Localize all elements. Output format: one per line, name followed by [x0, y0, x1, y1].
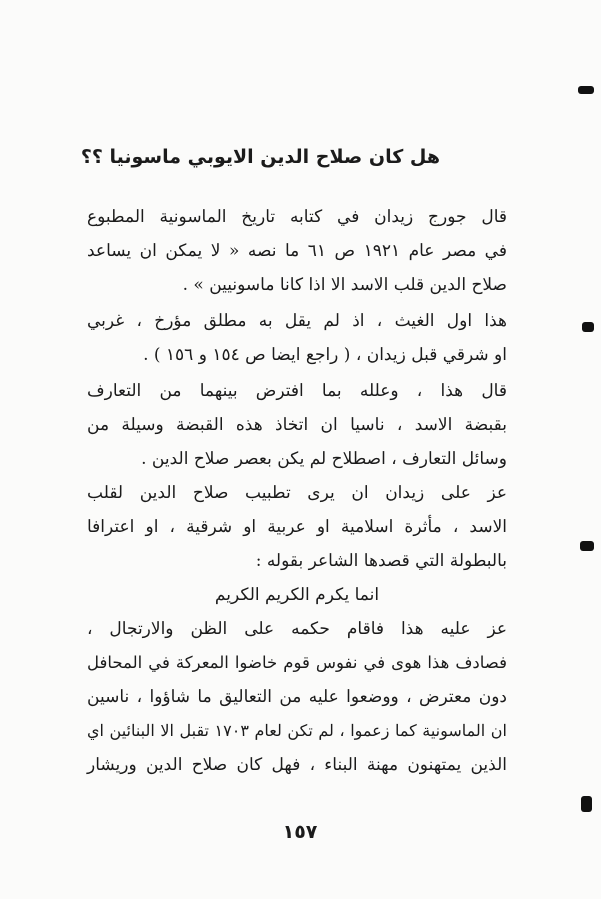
text-line: او شرقي قبل زيدان ، ( راجع ايضا ص ١٥٤ و ١٥٦ ) .: [143, 345, 507, 365]
text-line: الاسد ، مأثرة اسلامية او عربية او شرقية ، او اعترافا: [87, 517, 507, 537]
text-line: هذا اول الغيث ، اذ لم يقل به مطلق مؤرخ ، غربي: [87, 311, 507, 331]
text-line: فصادف هذا هوى في نفوس قوم خاضوا المعركة في المحافل: [87, 653, 507, 672]
text-line: ان الماسونية كما زعموا ، لم تكن لعام ١٧٠٣ تقبل الا البنائين اي: [87, 721, 507, 740]
text-line: وسائل التعارف ، اصطلاح لم يكن بعصر صلاح الدين .: [141, 449, 507, 469]
chapter-title: هل كان صلاح الدين الايوبي ماسونيا ؟؟: [80, 146, 440, 168]
text-line: عز عليه هذا فاقام حكمه على الظن والارتجال ،: [87, 619, 507, 639]
page-number: ١٥٧: [282, 821, 318, 843]
text-line: عز على زيدان ان يرى تطبيب صلاح الدين لقلب: [87, 483, 507, 503]
scan-edge-mark: [580, 541, 594, 551]
text-line: دون معترض ، ووضعوا عليه من التعاليق ما شاؤوا ، ناسين: [87, 687, 507, 707]
text-line: الذين يمتهنون مهنة البناء ، فهل كان صلاح الدين وريشار: [87, 755, 507, 775]
scan-edge-mark: [578, 86, 594, 94]
text-line: صلاح الدين قلب الاسد الا اذا كانا ماسونيين » .: [182, 275, 507, 295]
verse-line: انما يكرم الكريم الكريم: [214, 585, 380, 605]
text-line: قال جورج زيدان في كتابه تاريخ الماسونية المطبوع: [87, 207, 507, 227]
body-text: [87, 200, 507, 782]
scan-edge-mark: [582, 322, 594, 332]
scan-edge-mark: [581, 796, 592, 812]
text-line: في مصر عام ١٩٢١ ص ٦١ ما نصه « لا يمكن ان يساعد: [87, 241, 507, 261]
text-line: بالبطولة التي قصدها الشاعر بقوله :: [255, 551, 507, 571]
text-line: قال هذا ، وعلله بما افترض بينهما من التعارف: [87, 381, 507, 401]
text-line: بقبضة الاسد ، ناسيا ان اتخاذ هذه القبضة وسيلة من: [87, 415, 507, 435]
